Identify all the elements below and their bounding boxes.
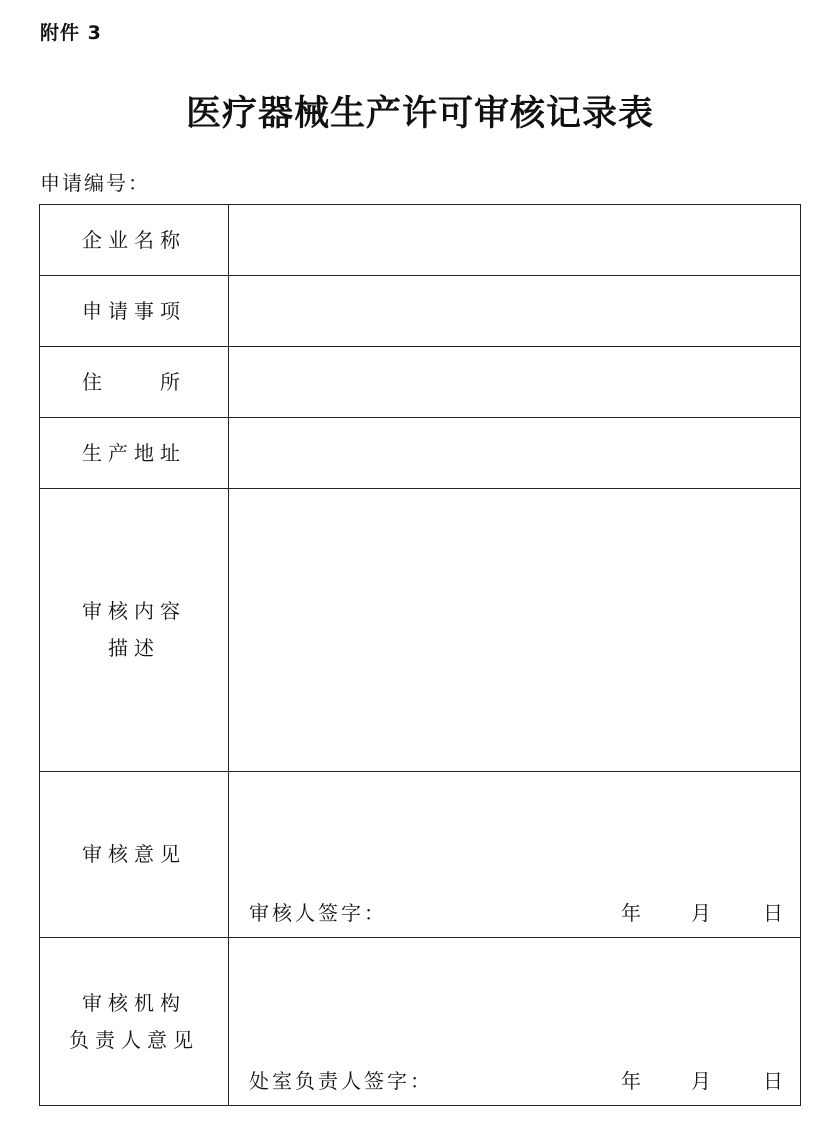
division-head-date-day: 日: [763, 1069, 786, 1093]
review-content-label-line2: 描述: [108, 636, 160, 660]
row-review-content: [40, 489, 801, 772]
attachment-label: 附件 3: [40, 22, 102, 44]
residence-field[interactable]: [229, 347, 801, 418]
review-record-table: [39, 204, 801, 1106]
application-item-field[interactable]: [229, 276, 801, 347]
row-agency-head-opinion: [40, 938, 801, 1106]
reviewer-signature-line: [249, 897, 800, 923]
row-residence: [40, 347, 801, 418]
production-address-field[interactable]: [229, 418, 801, 489]
row-production-address: [40, 418, 801, 489]
application-number-label: 申请编号：: [40, 171, 150, 195]
agency-head-opinion-label-line2: 负责人意见: [69, 1027, 199, 1052]
agency-head-opinion-field[interactable]: [229, 938, 801, 1106]
division-head-date-year: 年: [621, 1069, 644, 1093]
row-application-item: [40, 276, 801, 347]
review-opinion-label: 审核意见: [40, 772, 229, 938]
residence-label-part1: 住: [82, 369, 108, 394]
review-content-label-line1: 审核内容: [82, 599, 186, 623]
review-content-field[interactable]: [229, 489, 801, 772]
reviewer-date-month: 月: [691, 901, 714, 925]
enterprise-name-field[interactable]: [229, 205, 801, 276]
review-content-label: [40, 489, 229, 772]
residence-label: [40, 347, 229, 418]
review-opinion-field[interactable]: [229, 772, 801, 938]
division-head-date-month: 月: [691, 1069, 714, 1093]
page-title: 医疗器械生产许可审核记录表: [185, 93, 654, 134]
agency-head-opinion-label: [40, 938, 229, 1106]
enterprise-name-label: 企业名称: [40, 205, 229, 276]
row-review-opinion: [40, 772, 801, 938]
reviewer-signature-label: 审核人签字：: [249, 901, 387, 925]
agency-head-opinion-label-line1: 审核机构: [82, 990, 186, 1015]
application-item-label: 申请事项: [40, 276, 229, 347]
reviewer-date-day: 日: [763, 901, 786, 925]
row-enterprise-name: [40, 205, 801, 276]
production-address-label: 生产地址: [40, 418, 229, 489]
reviewer-date-year: 年: [621, 901, 644, 925]
division-head-signature-line: [249, 1065, 800, 1091]
division-head-signature-label: 处室负责人签字：: [249, 1069, 433, 1093]
residence-label-part2: 所: [160, 369, 186, 394]
